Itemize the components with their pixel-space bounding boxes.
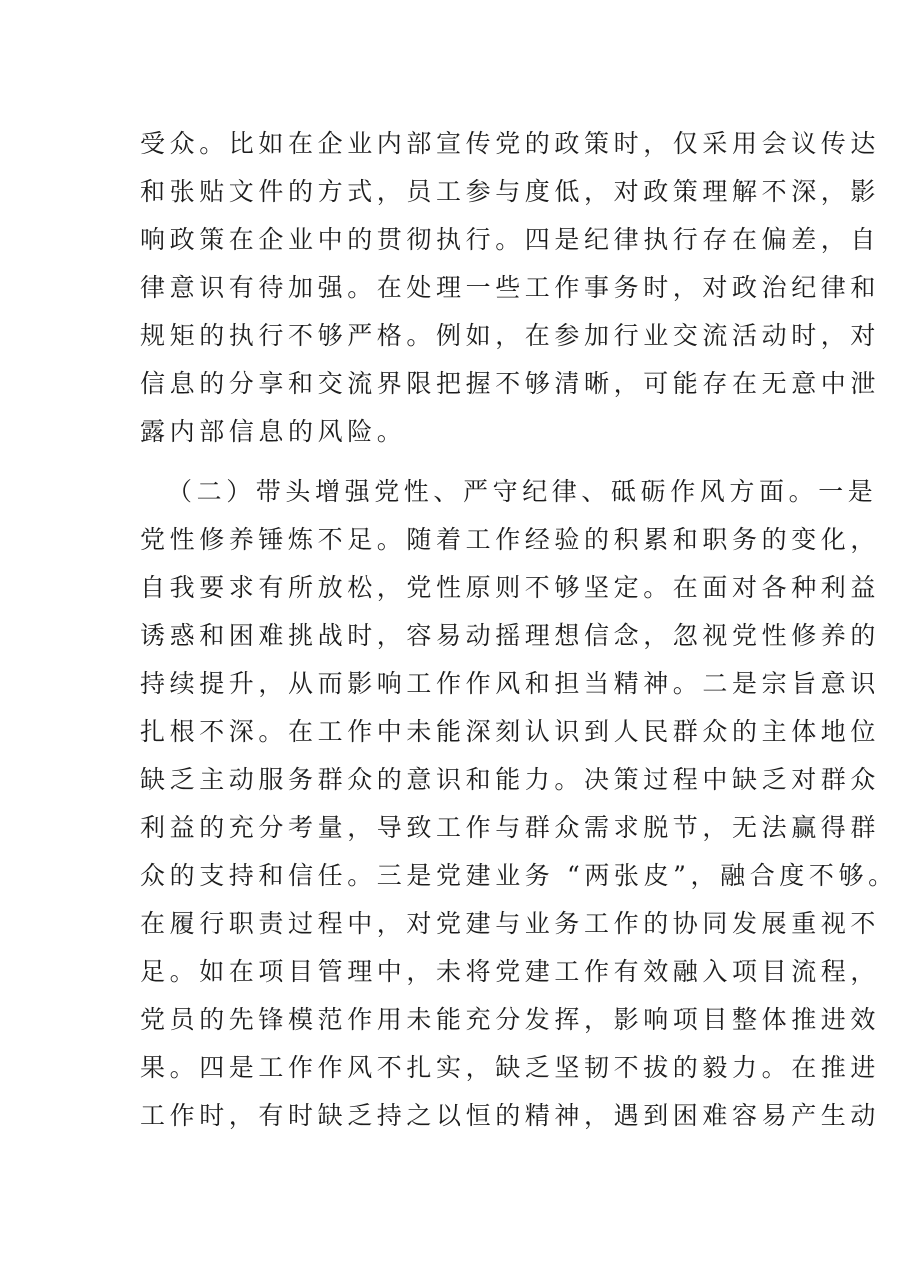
text-line: 党员的先锋模范作用未能充分发挥，影响项目整体推进效	[140, 1005, 881, 1034]
text-line: 规矩的执行不够严格。例如，在参加行业交流活动时，对	[140, 321, 881, 350]
text-line: 诱惑和困难挑战时，容易动摇理想信念，忽视党性修养的	[140, 621, 881, 650]
text-line: 持续提升，从而影响工作作风和担当精神。二是宗旨意识	[140, 669, 881, 698]
text-line: 工作时，有时缺乏持之以恒的精神，遇到困难容易产生动	[140, 1101, 881, 1130]
text-line: 自我要求有所放松，党性原则不够坚定。在面对各种利益	[140, 573, 881, 602]
text-line: 响政策在企业中的贯彻执行。四是纪律执行存在偏差，自	[140, 225, 881, 254]
text-line: 利益的充分考量，导致工作与群众需求脱节，无法赢得群	[140, 813, 881, 842]
section-heading-line: （二）带头增强党性、严守纪律、砥砺作风方面。一是	[167, 477, 878, 506]
text-line: 缺乏主动服务群众的意识和能力。决策过程中缺乏对群众	[140, 765, 881, 794]
text-line: 果。四是工作作风不扎实，缺乏坚韧不拔的毅力。在推进	[140, 1053, 881, 1082]
text-line: 扎根不深。在工作中未能深刻认识到人民群众的主体地位	[140, 717, 881, 746]
text-line: 受众。比如在企业内部宣传党的政策时，仅采用会议传达	[140, 129, 881, 158]
text-line: 和张贴文件的方式，员工参与度低，对政策理解不深，影	[140, 177, 881, 206]
text-line: 律意识有待加强。在处理一些工作事务时，对政治纪律和	[140, 273, 881, 302]
text-line: 露内部信息的风险。	[140, 417, 407, 446]
text-line: 众的支持和信任。三是党建业务 “两张皮”，融合度不够。	[140, 861, 898, 890]
text-line: 信息的分享和交流界限把握不够清晰，可能存在无意中泄	[140, 369, 881, 398]
text-line: 在履行职责过程中，对党建与业务工作的协同发展重视不	[140, 909, 881, 938]
text-line: 足。如在项目管理中，未将党建工作有效融入项目流程，	[140, 957, 881, 986]
text-line: 党性修养锤炼不足。随着工作经验的积累和职务的变化，	[140, 525, 881, 554]
